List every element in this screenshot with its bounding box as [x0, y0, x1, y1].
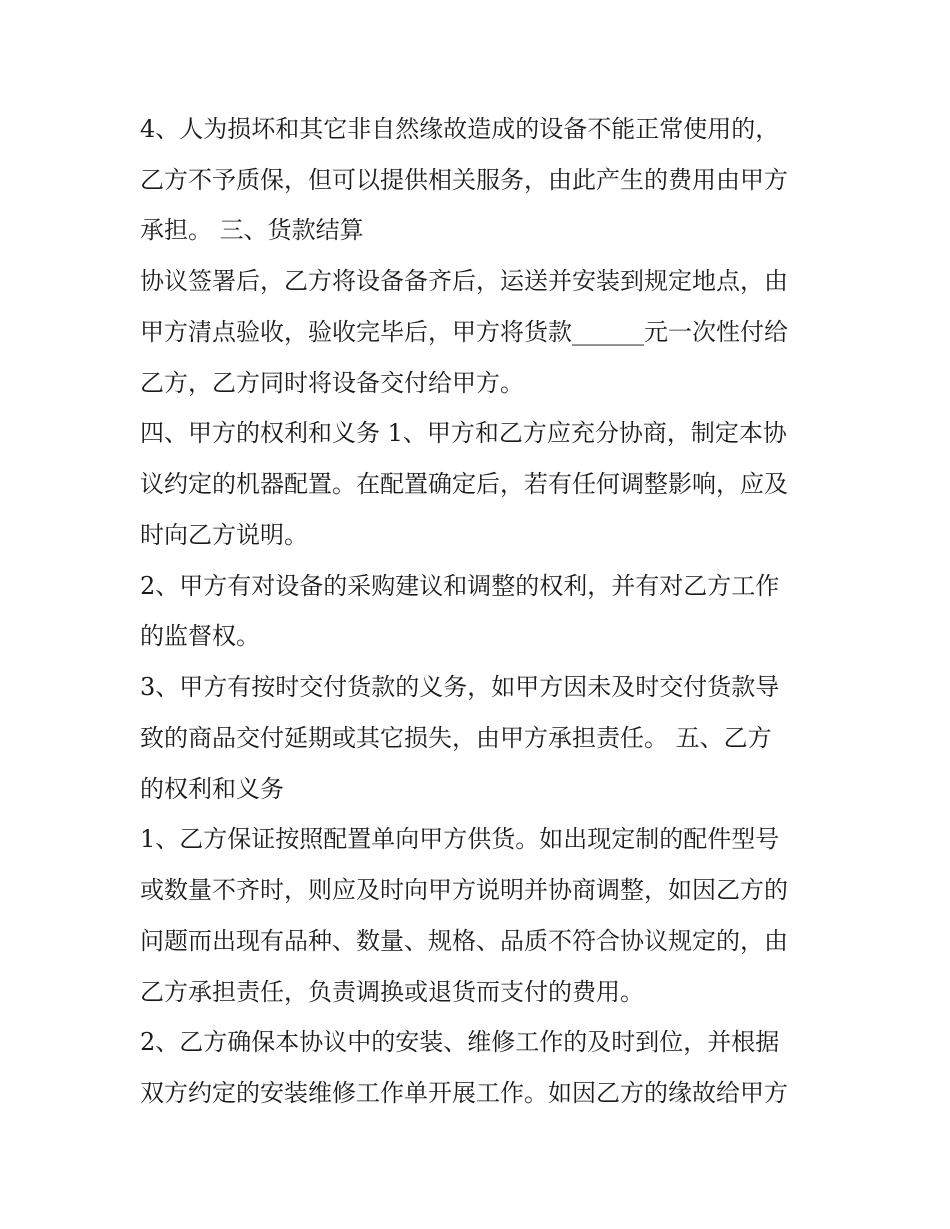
paragraph-line: 2、乙方确保本协议中的安装、维修工作的及时到位，并根据	[140, 1028, 780, 1056]
paragraph-line: 1、乙方保证按照配置单向甲方供货。如出现定制的配件型号	[140, 825, 780, 853]
paragraph-line: 的监督权。	[140, 622, 260, 650]
paragraph-line: 问题而出现有品种、数量、规格、品质不符合协议规定的，由	[140, 927, 788, 955]
paragraph-line: 双方约定的安装维修工作单开展工作。如因乙方的缘故给甲方	[140, 1079, 788, 1107]
paragraph-line: 乙方，乙方同时将设备交付给甲方。	[140, 369, 524, 397]
paragraph-line: 议约定的机器配置。在配置确定后，若有任何调整影响，应及	[140, 470, 788, 498]
paragraph-line: 致的商品交付延期或其它损失，由甲方承担责任。 五、乙方	[140, 724, 772, 752]
paragraph-line: 或数量不齐时，则应及时向甲方说明并协商调整，如因乙方的	[140, 876, 788, 904]
paragraph-line: 3、甲方有按时交付货款的义务，如甲方因未及时交付货款导	[140, 673, 780, 701]
paragraph-line: 乙方承担责任，负责调换或退货而支付的费用。	[140, 978, 644, 1006]
paragraph-line: 协议签署后，乙方将设备备齐后，运送并安装到规定地点，由	[140, 267, 788, 295]
paragraph-line: 乙方不予质保，但可以提供相关服务，由此产生的费用由甲方	[140, 166, 788, 194]
paragraph-line: 的权利和义务	[140, 775, 284, 803]
paragraph-line: 四、甲方的权利和义务 1、甲方和乙方应充分协商，制定本协	[140, 419, 787, 447]
paragraph-line: 2、甲方有对设备的采购建议和调整的权利，并有对乙方工作	[140, 572, 780, 600]
paragraph-line: 4、人为损坏和其它非自然缘故造成的设备不能正常使用的，	[140, 115, 780, 143]
paragraph-line: 甲方清点验收，验收完毕后，甲方将货款______元一次性付给	[140, 318, 788, 346]
paragraph-line: 时向乙方说明。	[140, 521, 308, 549]
paragraph-line: 承担。 三、货款结算	[140, 216, 364, 244]
